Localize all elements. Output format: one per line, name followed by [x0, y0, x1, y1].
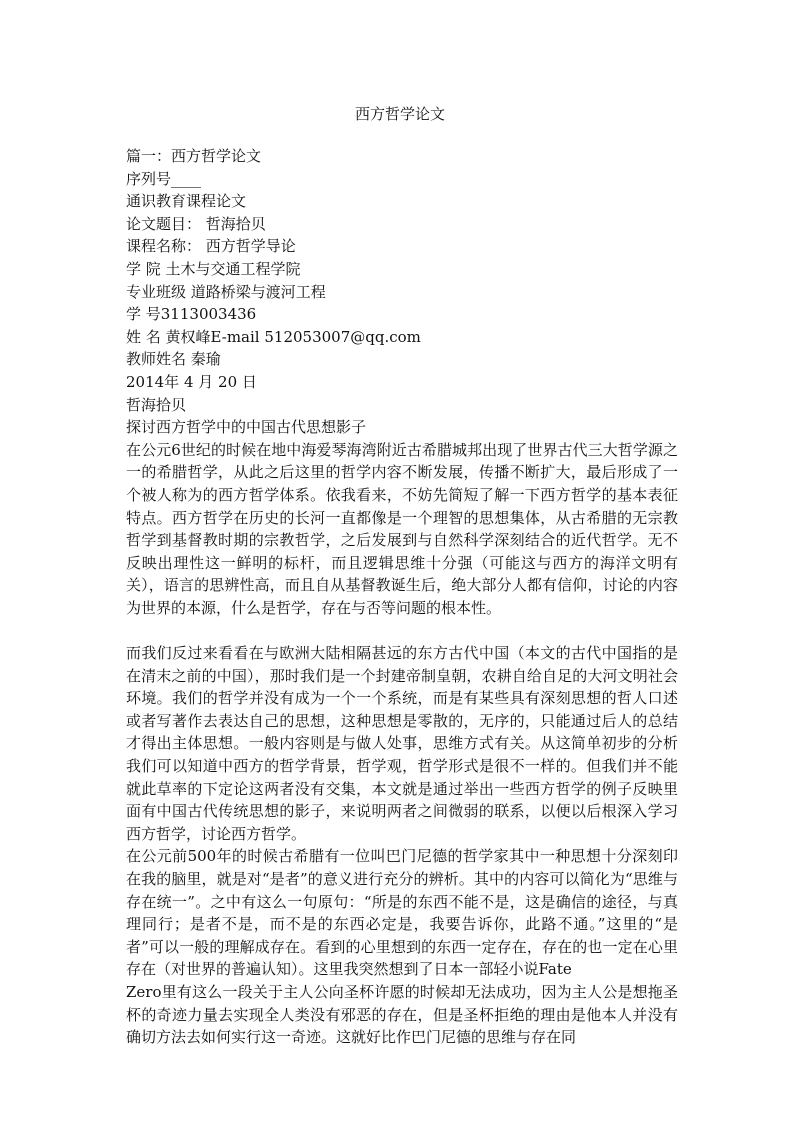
document-title: 西方哲学论文	[354, 105, 445, 123]
paragraph-spacer	[126, 619, 678, 642]
header-line-paper-title: 论文题目： 哲海拾贝	[126, 214, 266, 233]
header-line-school: 学 院 土木与交通工程学院	[126, 259, 301, 278]
header-line-major-class: 专业班级 道路桥梁与渡河工程	[126, 282, 326, 301]
header-line-student-id: 学 号3113003436	[126, 305, 257, 324]
document-body	[126, 145, 678, 1049]
essay-subtitle: 探讨西方哲学中的中国古代思想影子	[126, 418, 367, 437]
header-line-serial: 序列号____	[126, 169, 202, 188]
header-line-name-email: 姓 名 黄权峰E-mail 512053007@qq.com	[126, 327, 421, 346]
essay-title: 哲海拾贝	[126, 395, 187, 414]
paragraph-4: Zero里有这么一段关于主人公向圣杯许愿的时候却无法成功，因为主人公是想拖圣杯的奇迹力量去实现全人类没有邪恶的存在，但是圣杯拒绝的理由是他本人并没有确切方法去如何实行这一奇迹。这就好比作巴门尼德的思维与存在同	[126, 982, 678, 1047]
header-line-course-type: 通识教育课程论文	[126, 192, 247, 211]
header-line-date: 2014年 4 月 20 日	[126, 372, 257, 391]
header-line-teacher: 教师姓名 秦瑜	[126, 350, 221, 369]
paragraph-1: 在公元6世纪的时候在地中海爱琴海湾附近古希腊城邦出现了世界古代三大哲学源之一的希腊哲学，从此之后这里的哲学内容不断发展，传播不断扩大，最后形成了一个被人称为的西方哲学体系。依我看来，不妨先简短了解一下西方哲学的基本表征特点。西方哲学在历史的长河一直都像是一个理智的思想集体，从古希腊的无宗教哲学到基督教时期的宗教哲学，之后发展到与自然科学深刻结合的近代哲学。无不反映出理性这一鲜明的标杆，而且逻辑思维十分强（可能这与西方的海洋文明有关），语言的思辨性高，而且自从基督教诞生后，绝大部分人都有信仰，讨论的内容为世界的本源，什么是哲学，存在与否等问题的根本性。	[126, 440, 678, 617]
paragraph-3: 在公元前500年的时候古希腊有一位叫巴门尼德的哲学家其中一种思想十分深刻印在我的脑里，就是对“是者”的意义进行充分的辨析。其中的内容可以简化为“思维与存在统一”。之中有这么一句原句：“所是的东西不能不是，这是确信的途径，与真理同行；是者不是，而不是的东西必定是，我要告诉你，此路不通。”这里的“是者”可以一般的理解成存在。看到的心里想到的东西一定存在，存在的也一定在心里存在（对世界的普遍认知）。这里我突然想到了日本一部轻小说Fate	[126, 847, 678, 979]
header-line-section: 篇一：西方哲学论文	[126, 147, 262, 165]
header-line-course-name: 课程名称： 西方哲学导论	[126, 237, 296, 256]
paragraph-2: 而我们反过来看看在与欧洲大陆相隔甚远的东方古代中国（本文的古代中国指的是在清末之前的中国），那时我们是一个封建帝制皇朝，农耕自给自足的大河文明社会环境。我们的哲学并没有成为一个一个系统，而是有某些具有深刻思想的哲人口述或者写著作去表达自己的思想，这种思想是零散的，无序的，只能通过后人的总结才得出主体思想。一般内容则是与做人处事，思维方式有关。从这简单初步的分析我们可以知道中西方的哲学背景，哲学观，哲学形式是很不一样的。但我们并不能就此草率的下定论这两者没有交集，本文就是通过举出一些西方哲学的例子反映里面有中国古代传统思想的影子，来说明两者之间微弱的联系，以便以后根深入学习西方哲学，讨论西方哲学。	[126, 644, 678, 843]
